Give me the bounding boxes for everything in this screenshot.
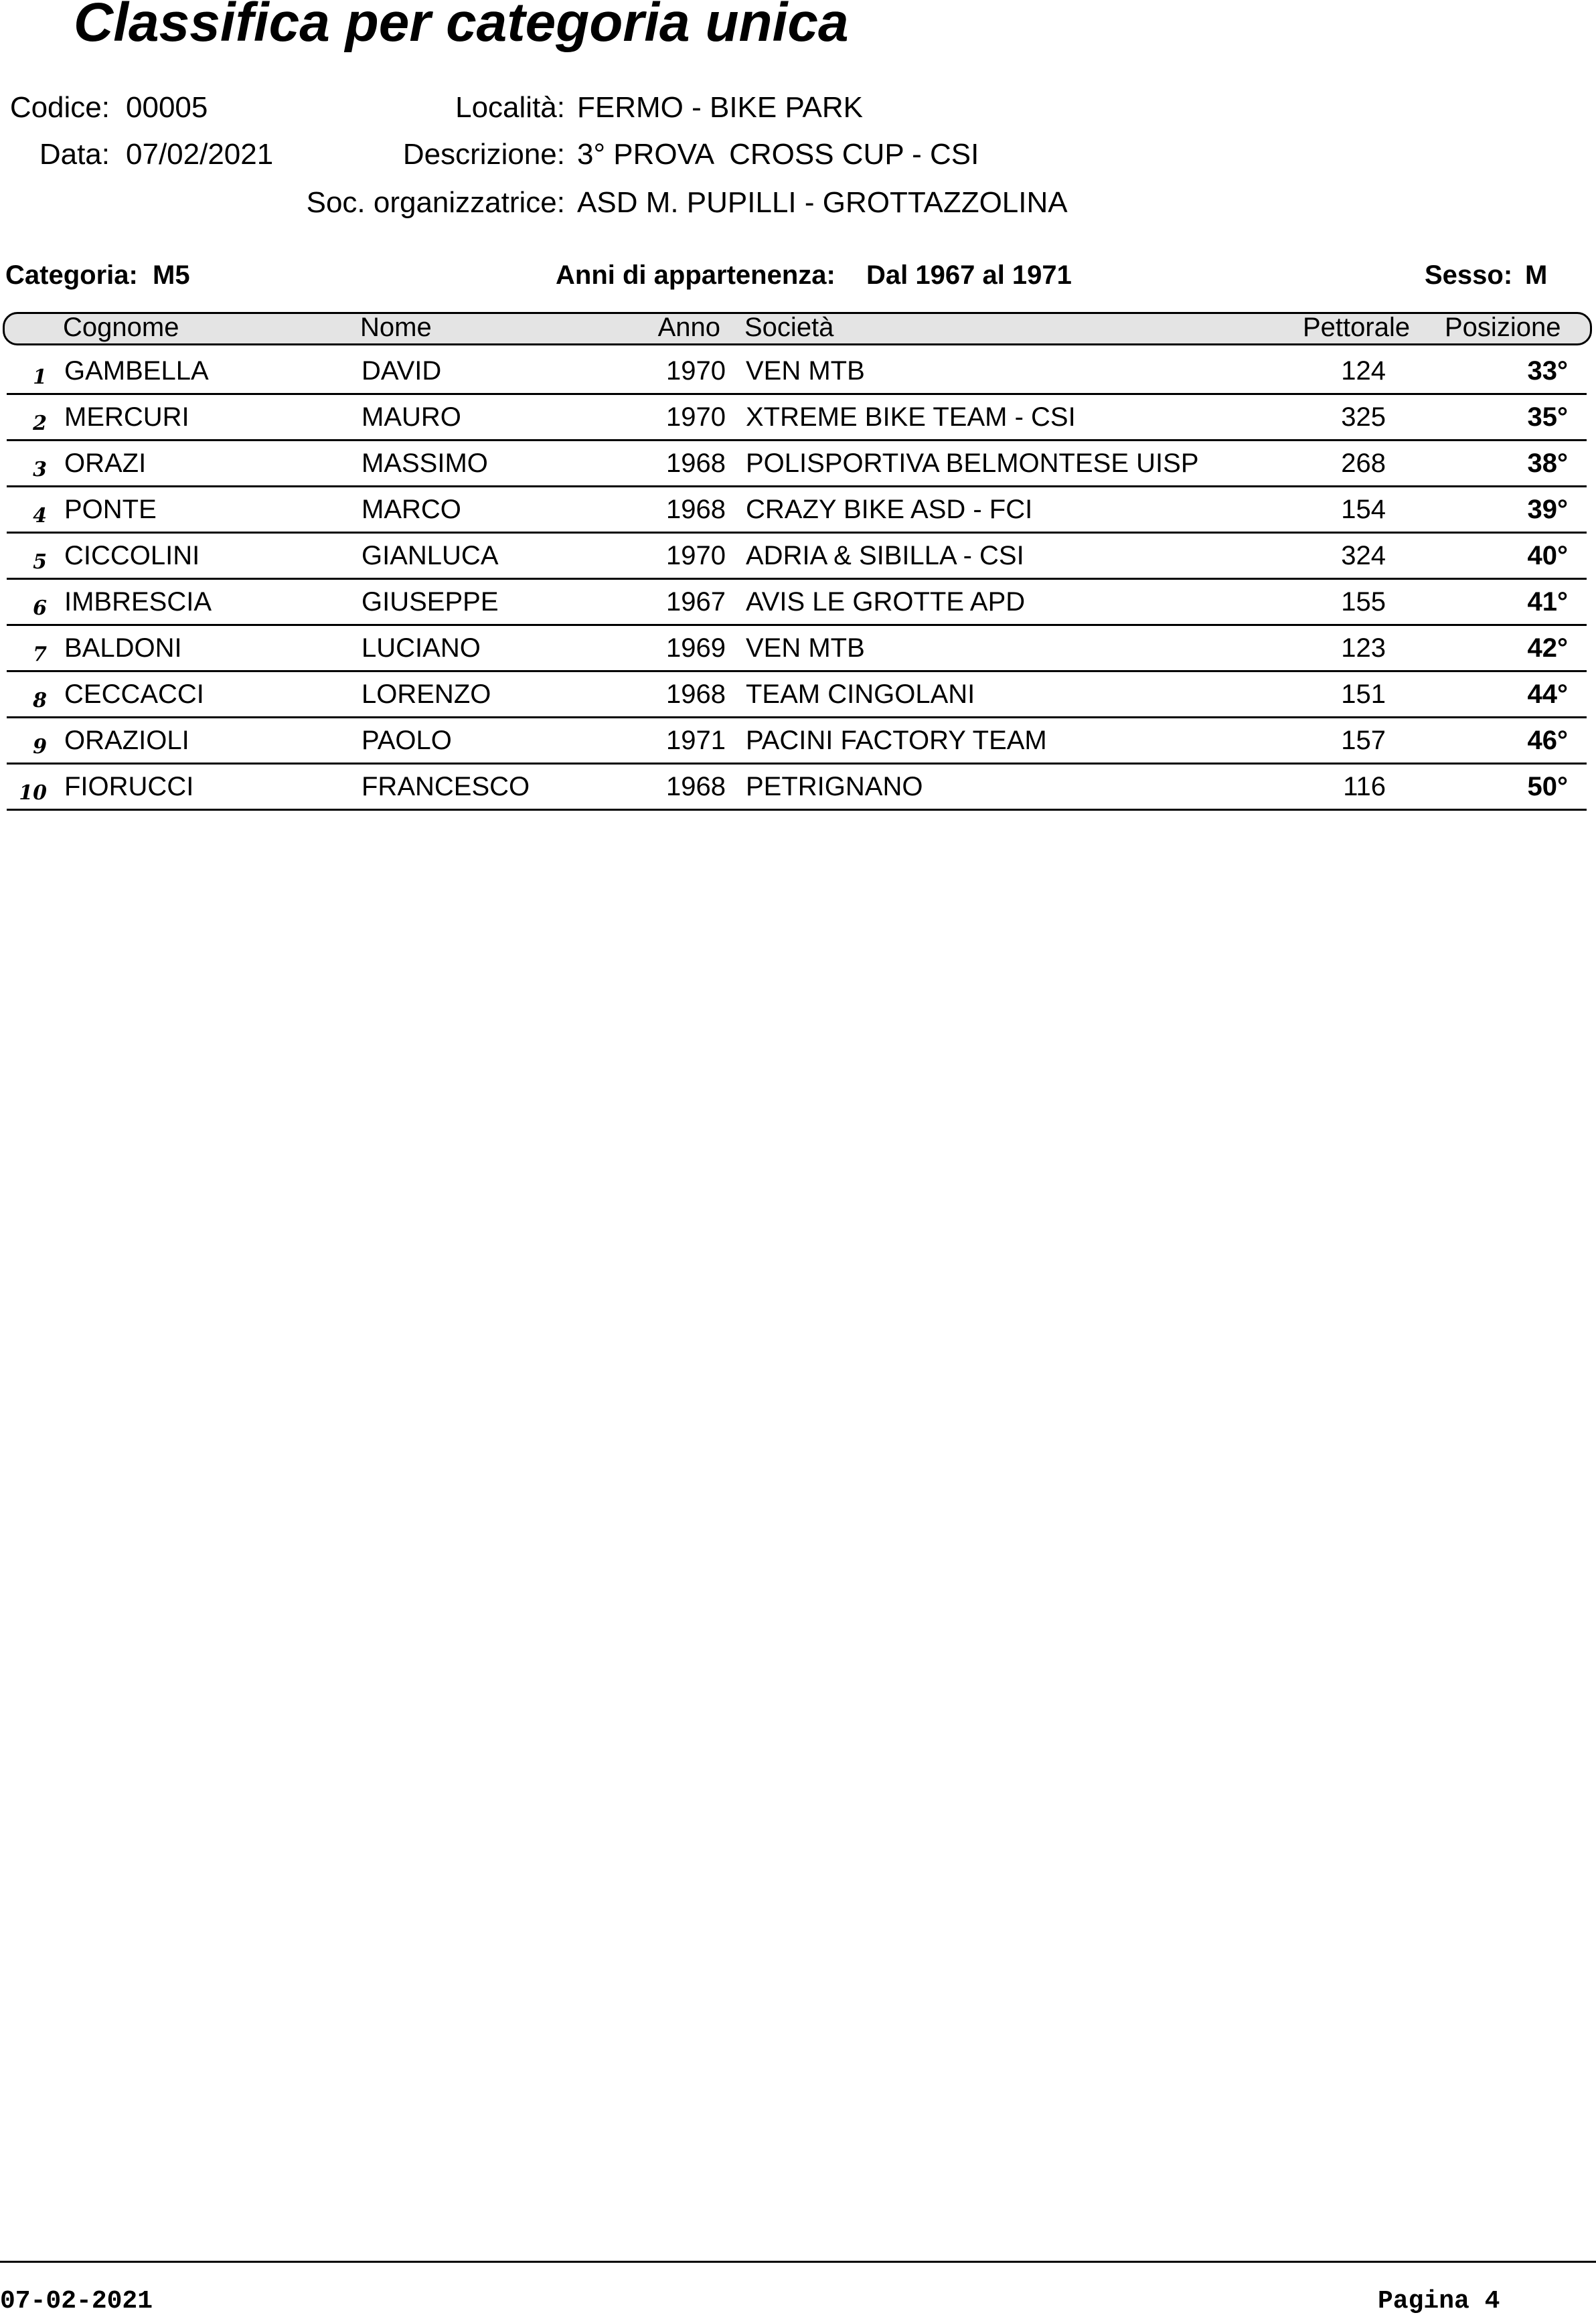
cell-pettorale: 116 xyxy=(1343,772,1386,801)
cell-cognome: ORAZI xyxy=(64,449,147,478)
cell-posizione: 40° xyxy=(1527,541,1568,570)
cell-pettorale: 268 xyxy=(1341,449,1386,478)
cell-posizione: 38° xyxy=(1527,449,1568,478)
cell-posizione: 46° xyxy=(1527,726,1568,755)
table-row xyxy=(7,534,1587,580)
cell-anno: 1968 xyxy=(666,449,726,478)
descrizione-value: 3° PROVA CROSS CUP - CSI xyxy=(577,138,979,171)
cell-cognome: IMBRESCIA xyxy=(64,587,212,617)
table-row xyxy=(7,718,1587,765)
cell-nome: MAURO xyxy=(362,402,461,432)
header-nome: Nome xyxy=(360,313,432,342)
cell-pettorale: 151 xyxy=(1341,680,1386,709)
descrizione-label: Descrizione: xyxy=(402,138,565,171)
codice-value: 00005 xyxy=(126,91,208,124)
table-row xyxy=(7,626,1587,672)
cell-pettorale: 155 xyxy=(1341,587,1386,617)
row-index: 5 xyxy=(33,550,47,574)
row-index: 4 xyxy=(33,504,47,528)
cell-societa: VEN MTB xyxy=(746,633,865,663)
row-index: 1 xyxy=(33,366,47,389)
cell-posizione: 35° xyxy=(1527,402,1568,432)
table-row xyxy=(7,349,1587,395)
header-cognome: Cognome xyxy=(63,313,179,342)
header-posizione: Posizione xyxy=(1445,313,1561,342)
header-anno: Anno xyxy=(657,313,720,342)
cell-societa: AVIS LE GROTTE APD xyxy=(746,587,1026,617)
cell-posizione: 42° xyxy=(1527,633,1568,663)
cell-cognome: ORAZIOLI xyxy=(64,726,189,755)
sesso-value: M xyxy=(1525,260,1548,290)
cell-cognome: PONTE xyxy=(64,495,157,524)
cell-nome: MARCO xyxy=(362,495,461,524)
cell-pettorale: 325 xyxy=(1341,402,1386,432)
cell-anno: 1968 xyxy=(666,772,726,801)
row-index: 10 xyxy=(19,781,47,805)
categoria-label: Categoria: xyxy=(5,260,138,290)
cell-posizione: 50° xyxy=(1527,772,1568,801)
cell-posizione: 39° xyxy=(1527,495,1568,524)
cell-societa: PACINI FACTORY TEAM xyxy=(746,726,1047,755)
cell-pettorale: 157 xyxy=(1341,726,1386,755)
cell-anno: 1968 xyxy=(666,495,726,524)
categoria-value: M5 xyxy=(153,260,190,290)
cell-posizione: 33° xyxy=(1527,356,1568,386)
cell-anno: 1969 xyxy=(666,633,726,663)
row-index: 8 xyxy=(33,689,47,712)
cell-nome: LORENZO xyxy=(362,680,491,709)
table-row xyxy=(7,580,1587,626)
row-index: 9 xyxy=(33,735,47,758)
cell-societa: POLISPORTIVA BELMONTESE UISP xyxy=(746,449,1199,478)
localita-label: Località: xyxy=(455,91,565,124)
sesso-label: Sesso: xyxy=(1425,260,1513,290)
cell-posizione: 41° xyxy=(1527,587,1568,617)
cell-cognome: CICCOLINI xyxy=(64,541,200,570)
cell-cognome: BALDONI xyxy=(64,633,182,663)
row-index: 6 xyxy=(33,596,47,620)
cell-nome: FRANCESCO xyxy=(362,772,530,801)
cell-societa: ADRIA & SIBILLA - CSI xyxy=(746,541,1024,570)
cell-nome: PAOLO xyxy=(362,726,452,755)
cell-cognome: GAMBELLA xyxy=(64,356,209,386)
cell-societa: PETRIGNANO xyxy=(746,772,923,801)
localita-value: FERMO - BIKE PARK xyxy=(577,91,864,124)
page-title: Classifica per categoria unica xyxy=(74,0,849,53)
cell-nome: DAVID xyxy=(362,356,442,386)
cell-nome: LUCIANO xyxy=(362,633,481,663)
cell-cognome: MERCURI xyxy=(64,402,189,432)
row-index: 3 xyxy=(33,458,47,481)
cell-anno: 1970 xyxy=(666,402,726,432)
codice-label: Codice: xyxy=(9,91,110,124)
cell-nome: GIANLUCA xyxy=(362,541,499,570)
cell-anno: 1971 xyxy=(666,726,726,755)
soc-organizzatrice-value: ASD M. PUPILLI - GROTTAZZOLINA xyxy=(577,186,1068,219)
table-row xyxy=(7,395,1587,441)
cell-posizione: 44° xyxy=(1527,680,1568,709)
cell-anno: 1970 xyxy=(666,541,726,570)
cell-anno: 1968 xyxy=(666,680,726,709)
cell-societa: CRAZY BIKE ASD - FCI xyxy=(746,495,1033,524)
header-societa: Società xyxy=(744,313,834,342)
cell-pettorale: 154 xyxy=(1341,495,1386,524)
cell-pettorale: 324 xyxy=(1341,541,1386,570)
footer-page-number: Pagina 4 xyxy=(1378,2287,1500,2316)
anni-value: Dal 1967 al 1971 xyxy=(866,260,1072,290)
footer-divider xyxy=(0,2261,1596,2263)
cell-pettorale: 123 xyxy=(1341,633,1386,663)
table-row xyxy=(7,765,1587,811)
soc-organizzatrice-label: Soc. organizzatrice: xyxy=(306,186,565,219)
anni-label: Anni di appartenenza: xyxy=(556,260,835,290)
table-row xyxy=(7,672,1587,718)
row-index: 2 xyxy=(33,412,47,435)
table-row xyxy=(7,487,1587,534)
cell-societa: TEAM CINGOLANI xyxy=(746,680,975,709)
cell-nome: GIUSEPPE xyxy=(362,587,499,617)
table-row xyxy=(7,441,1587,487)
cell-cognome: FIORUCCI xyxy=(64,772,194,801)
data-label: Data: xyxy=(39,138,110,171)
footer-date: 07-02-2021 xyxy=(0,2287,153,2316)
cell-cognome: CECCACCI xyxy=(64,680,204,709)
cell-societa: XTREME BIKE TEAM - CSI xyxy=(746,402,1076,432)
cell-anno: 1967 xyxy=(666,587,726,617)
row-index: 7 xyxy=(33,643,47,666)
cell-nome: MASSIMO xyxy=(362,449,488,478)
cell-pettorale: 124 xyxy=(1341,356,1386,386)
header-pettorale: Pettorale xyxy=(1303,313,1411,342)
cell-anno: 1970 xyxy=(666,356,726,386)
cell-societa: VEN MTB xyxy=(746,356,865,386)
data-value: 07/02/2021 xyxy=(126,138,274,171)
